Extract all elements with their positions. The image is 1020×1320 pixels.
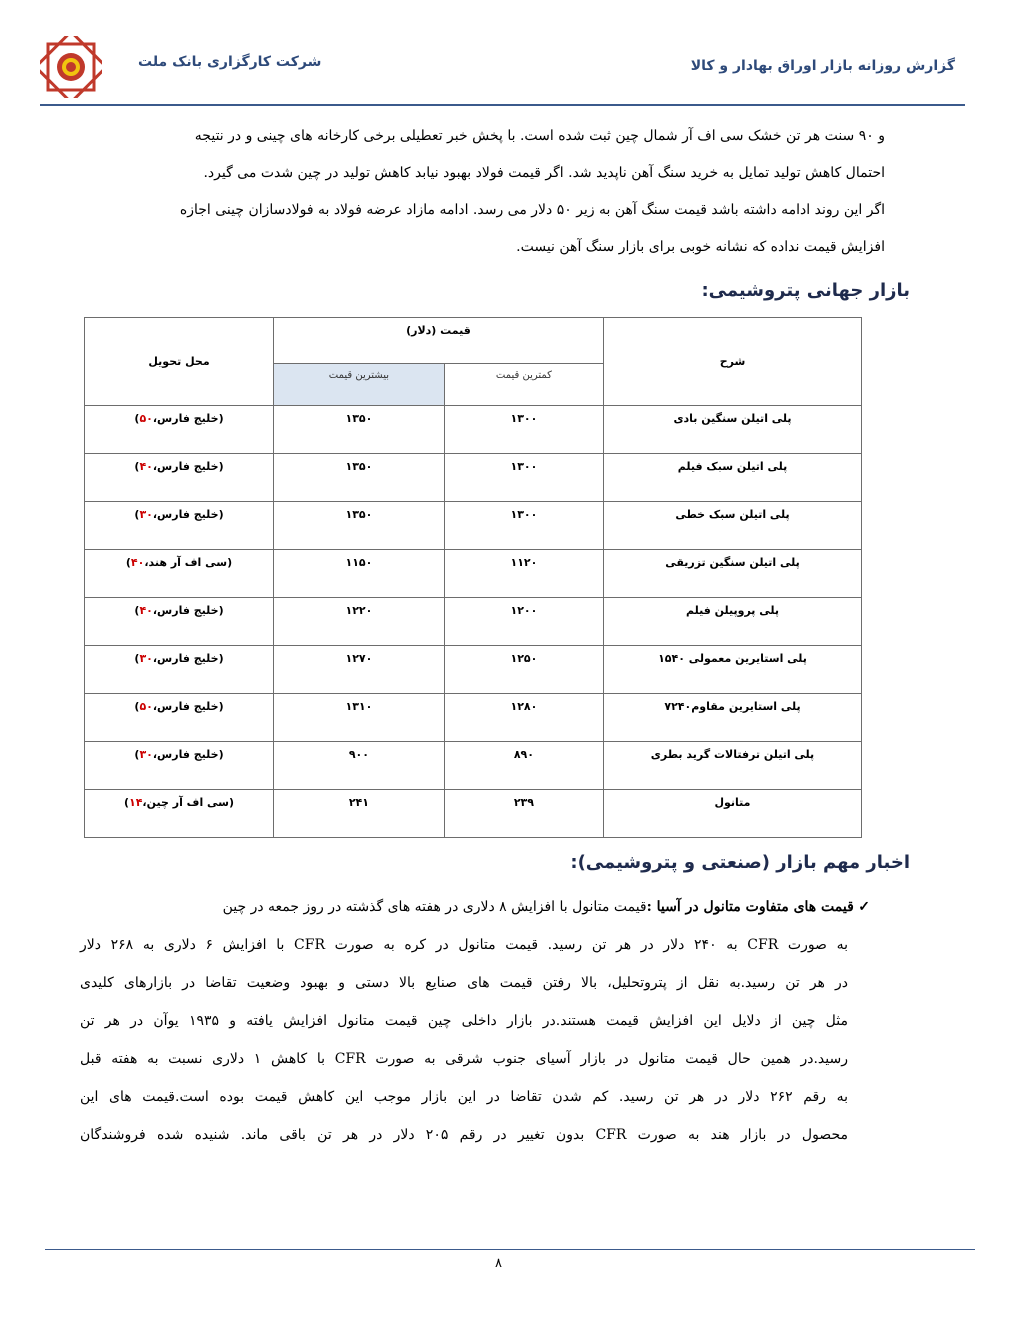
news-line: به رقم ۲۶۲ دلار در هر تن رسید. کم شدن تقاضا در این بازار موجب این کاهش قیمت بوده است.قیمت های این: [80, 1089, 848, 1105]
delivery-close-paren: ): [125, 556, 131, 569]
footer-divider: [45, 1249, 975, 1250]
table-header-row: [85, 318, 862, 364]
table-row: [85, 694, 862, 742]
min-price-cell: ۲۳۹: [444, 790, 603, 838]
delivery-close-paren: ): [134, 748, 140, 761]
delivery-location: (سی اف آر هند،: [144, 556, 233, 569]
intro-line: احتمال کاهش تولید تمایل به خرید سنگ آهن ناپدید شد. اگر قیمت فولاد بهبود نیابد کاهش تولید در چین شدت می گیرد.: [203, 165, 885, 181]
delivery-days: ۵۰: [139, 700, 153, 713]
delivery-location: (خلیج فارس،: [152, 508, 224, 521]
table-row: [85, 790, 862, 838]
news-line: به صورت CFR به ۲۴۰ دلار در هر تن رسید. قیمت متانول در کره به صورت CFR با افزایش ۶ دلاری به ۲۶۸ دلار: [80, 937, 848, 953]
intro-line: و ۹۰ سنت هر تن خشک سی اف آر شمال چین ثبت شده است. با پخش خبر تعطیلی برخی کارخانه های چینی و در نتیجه: [194, 128, 885, 144]
delivery-days: ۴۰: [139, 604, 153, 617]
product-name-cell: پلی استایرین مقاوم۷۲۴۰: [604, 694, 862, 742]
min-price-cell: ۱۲۰۰: [444, 598, 603, 646]
min-price-cell: ۱۳۰۰: [444, 406, 603, 454]
news-block: [80, 888, 870, 1154]
delivery-location: (خلیج فارس،: [152, 700, 224, 713]
min-price-cell: ۱۲۸۰: [444, 694, 603, 742]
delivery-cell: [85, 454, 274, 502]
table-row: [85, 742, 862, 790]
delivery-close-paren: ): [134, 508, 140, 521]
product-name-cell: متانول: [604, 790, 862, 838]
header-min-price: کمترین قیمت: [444, 364, 603, 406]
delivery-cell: [85, 550, 274, 598]
max-price-cell: ۱۱۵۰: [274, 550, 445, 598]
max-price-cell: ۱۲۲۰: [274, 598, 445, 646]
section-title-news: اخبار مهم بازار (صنعتی و پتروشیمی):: [570, 852, 910, 873]
product-name-cell: پلی پروپیلن فیلم: [604, 598, 862, 646]
header-price-group: قیمت (دلار): [274, 318, 604, 364]
table-row: [85, 598, 862, 646]
delivery-location: (خلیج فارس،: [152, 652, 224, 665]
product-name-cell: پلی اتیلن سنگین بادی: [604, 406, 862, 454]
delivery-cell: [85, 790, 274, 838]
table-row: [85, 454, 862, 502]
max-price-cell: ۲۴۱: [274, 790, 445, 838]
intro-line: افزایش قیمت نداده که نشانه خوبی برای بازار سنگ آهن نیست.: [516, 239, 885, 255]
delivery-close-paren: ): [123, 796, 129, 809]
max-price-cell: ۱۲۷۰: [274, 646, 445, 694]
delivery-days: ۴۰: [130, 556, 145, 569]
news-first-line-text: قیمت متانول با افزایش ۸ دلاری در هفته های گذشته در روز جمعه در چین: [222, 899, 647, 915]
delivery-days: ۴۰: [139, 460, 153, 473]
product-name-cell: پلی اتیلن سبک خطی: [604, 502, 862, 550]
section-title-petrochemical: بازار جهانی پتروشیمی:: [701, 280, 910, 301]
delivery-cell: [85, 598, 274, 646]
delivery-days: ۱۴: [128, 796, 143, 809]
table-row: [85, 646, 862, 694]
delivery-cell: [85, 694, 274, 742]
page-number: ۸: [495, 1256, 502, 1271]
news-first-line: [80, 888, 870, 926]
delivery-cell: [85, 742, 274, 790]
delivery-location: (خلیج فارس،: [152, 604, 224, 617]
max-price-cell: ۱۳۱۰: [274, 694, 445, 742]
header-delivery: محل تحویل: [85, 318, 274, 406]
delivery-close-paren: ): [134, 700, 140, 713]
news-line: در هر تن رسید.به نقل از پتروتحلیل، بالا رفتن قیمت های صنایع بالا دستی و بهبود وضعیت تقاضا در بازارهای کلیدی: [80, 975, 849, 991]
table-row: [85, 406, 862, 454]
delivery-cell: [85, 406, 274, 454]
max-price-cell: ۱۳۵۰: [274, 406, 445, 454]
check-icon: ✓: [858, 899, 870, 915]
news-line: رسید.در همین حال قیمت متانول در بازار آسیای جنوب شرقی به صورت CFR با کاهش ۱ دلاری نسبت به هفته قبل: [80, 1051, 848, 1067]
min-price-cell: ۱۳۰۰: [444, 502, 603, 550]
max-price-cell: ۹۰۰: [274, 742, 445, 790]
delivery-days: ۳۰: [139, 748, 153, 761]
delivery-location: (سی اف آر چین،: [142, 796, 235, 809]
bank-mellat-logo-icon: [40, 36, 102, 98]
delivery-close-paren: ): [134, 652, 140, 665]
intro-paragraph: [95, 118, 885, 266]
max-price-cell: ۱۳۵۰: [274, 502, 445, 550]
min-price-cell: ۱۱۲۰: [444, 550, 603, 598]
product-name-cell: پلی اتیلن سنگین تزریقی: [604, 550, 862, 598]
news-line: محصول در بازار هند به صورت CFR بدون تغییر در رقم ۲۰۵ دلار در هر تن باقی ماند. شنیده شده فروشندگان: [80, 1127, 848, 1143]
delivery-location: (خلیج فارس،: [152, 460, 224, 473]
page-header: [40, 30, 965, 106]
news-lead: قیمت های متفاوت متانول در آسیا :: [646, 899, 854, 915]
min-price-cell: ۱۳۰۰: [444, 454, 603, 502]
delivery-close-paren: ): [134, 412, 140, 425]
delivery-close-paren: ): [134, 460, 140, 473]
table-row: [85, 502, 862, 550]
header-divider: [40, 104, 965, 106]
product-name-cell: پلی استایرین معمولی ۱۵۴۰: [604, 646, 862, 694]
min-price-cell: ۸۹۰: [444, 742, 603, 790]
table-body: [85, 406, 862, 838]
delivery-days: ۳۰: [139, 508, 153, 521]
company-name: شرکت کارگزاری بانک ملت: [138, 54, 322, 70]
header-max-price: بیشترین قیمت: [274, 364, 445, 406]
max-price-cell: ۱۳۵۰: [274, 454, 445, 502]
news-line: مثل چین از دلایل این افزایش قیمت هستند.در بازار داخلی چین قیمت متانول افزایش یافته و ۱۹۳۵ یوآن در هر تن: [80, 1013, 848, 1029]
report-title: گزارش روزانه بازار اوراق بهادار و کالا: [690, 58, 955, 74]
header-description: شرح: [604, 318, 862, 406]
delivery-location: (خلیج فارس،: [152, 748, 224, 761]
delivery-days: ۳۰: [139, 652, 153, 665]
delivery-days: ۵۰: [139, 412, 153, 425]
delivery-cell: [85, 502, 274, 550]
delivery-location: (خلیج فارس،: [152, 412, 224, 425]
price-table: [84, 317, 862, 838]
product-name-cell: پلی اتیلن سبک فیلم: [604, 454, 862, 502]
intro-line: اگر این روند ادامه داشته باشد قیمت سنگ آهن به زیر ۵۰ دلار می رسد. ادامه مازاد عرضه فولاد به فولادسازان چینی اجازه: [179, 202, 885, 218]
table-row: [85, 550, 862, 598]
min-price-cell: ۱۲۵۰: [444, 646, 603, 694]
delivery-cell: [85, 646, 274, 694]
product-name-cell: پلی اتیلن ترفتالات گرید بطری: [604, 742, 862, 790]
delivery-close-paren: ): [134, 604, 140, 617]
